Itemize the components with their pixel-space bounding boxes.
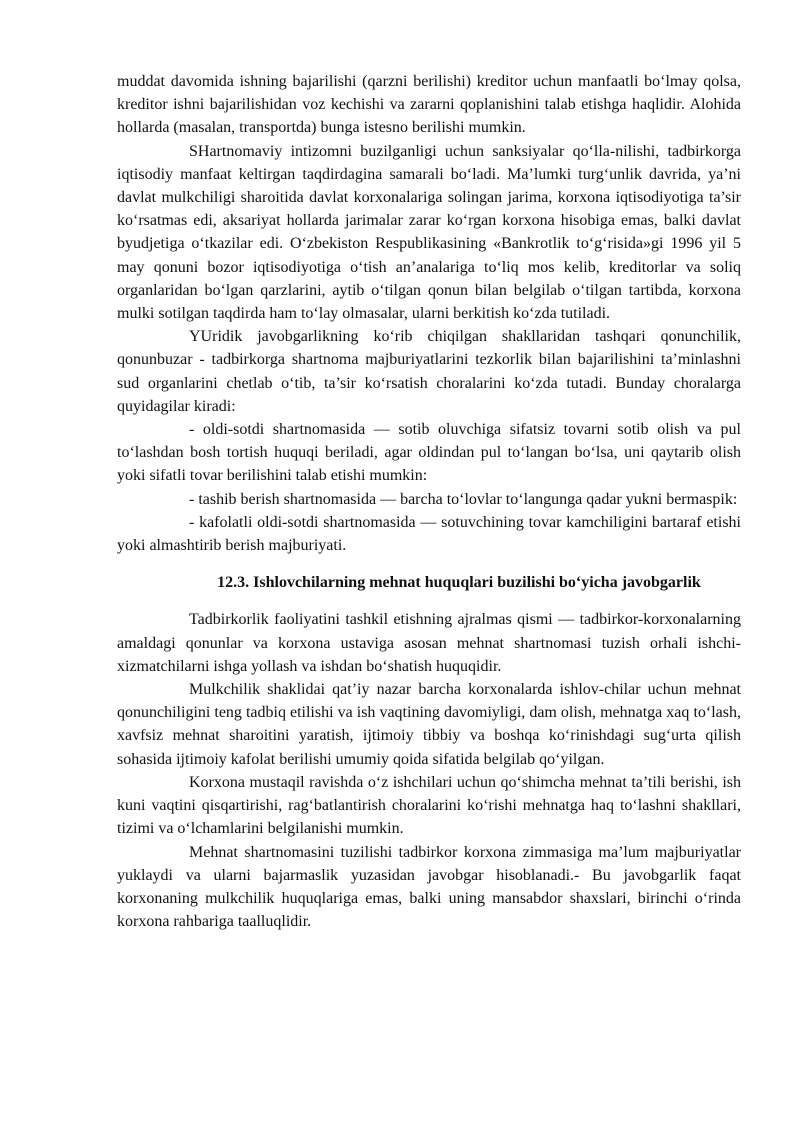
paragraph-labor-rights: Tadbirkorlik faoliyatini tashkil etishning ajralmas qismi — tadbirkor-korxonalarning amaldagi qonunlar va korxona ustaviga asosan mehnat shartnomasi tuzish orhali ishchi-xizmatchilarni ishga yollash va ishdan bo‘shatish huquqidir. bbox=[117, 611, 741, 675]
document-page bbox=[117, 70, 741, 933]
list-item: - kafolatli oldi-sotdi shartnomasida — sotuvchining tovar kamchiligini bartaraf etishi yoki almashtirib berish majburiyati. bbox=[117, 513, 741, 555]
section-heading: 12.3. Ishlovchilarning mehnat huquqlari buzilishi bo‘yicha javobgarlik bbox=[217, 574, 701, 592]
list-item: - oldi-sotdi shartnomasida — sotib oluvchiga sifatsiz tovarni sotib olish va pul to‘lashdan bosh tortish huquqi beriladi, agar oldindan pul to‘langan bo‘lsa, uni qaytarib olish yoki sifatli tovar berilishini talab etishi mumkin: bbox=[117, 421, 741, 485]
paragraph-liability: Mehnat shartnomasini tuzilishi tadbirkor korxona zimmasiga ma’lum majburiyatlar yuklaydi va ularni bajarmaslik yuzasidan javobgar hisoblanadi.- Bu javobgarlik faqat korxonaning mulkchilik huquqlariga emas, balki uning mansabdor shaxslari, birinchi o‘rinda korxona rahbariga taalluqlidir. bbox=[117, 843, 741, 931]
paragraph-continuation: muddat davomida ishning bajarilishi (qarzni berilishi) kreditor uchun manfaatli bo‘lmay qolsa, kreditor ishni bajarilishidan voz kechishi va zararni qoplanishini talab etishga haqlidir. Alohida hollarda (masalan, transportda) bunga istesno berilishi mumkin. bbox=[117, 73, 741, 137]
paragraph-sanctions: SHartnomaviy intizomni buzilganligi uchun sanksiyalar qo‘lla-nilishi, tadbirkorga iqtisodiy manfaat keltirgan taqdirdagina samarali bo‘ladi. Ma’lumki turg‘unlik davrida, ya’ni davlat mulkchiligi sharoitida davlat korxonalariga solingan jarima, korxona iqtisodiyotiga ta’sir ko‘rsatmas edi, aksariyat hollarda jarimalar zarar ko‘rgan korxona hisobiga emas, balki davlat byudjetiga o‘tkazilar edi. O‘zbekiston Respublikasining «Bankrotlik to‘g‘risida»gi 1996 yil 5 may qonuni bozor iqtisodiyotiga o‘tish an’analariga to‘liq mos kelib, kreditorlar va soliq organlaridan bo‘lgan qarzlarini, aytib o‘tilgan qonun bilan belgilab o‘tilgan tartibda, korxona mulki sotilgan taqdirda ham to‘lay olmasalar, ularni berkitish ko‘zda tutiladi. bbox=[117, 142, 741, 323]
paragraph-measures: YUridik javobgarlikning ko‘rib chiqilgan shakllaridan tashqari qonunchilik, qonunbuzar - tadbirkorga shartnoma majburiyatlarini tezkorlik bilan bajarilishini ta’minlashni sud organlarini chetlab o‘tib, ta’sir ko‘rsatish choralarini ko‘zda tutadi. Bunday choralarga quyidagilar kiradi: bbox=[117, 328, 741, 415]
list-item: - tashib berish shartnomasida — barcha to‘lovlar to‘langunga qadar yukni bermaspik: bbox=[189, 490, 738, 508]
paragraph-leave: Korxona mustaqil ravishda o‘z ishchilari uchun qo‘shimcha mehnat ta’tili berishi, ish kuni vaqtini qisqartirishi, rag‘batlantirish choralarini ko‘rishi mehnatga haq to‘lashni shakllari, tizimi va o‘lchamlarini belgilanishi mumkin. bbox=[117, 773, 741, 838]
paragraph-guarantees: Mulkchilik shaklidai qat’iy nazar barcha korxonalarda ishlov-chilar uchun mehnat qonunchiligini teng tadbiq etilishi va ish vaqtining davomiyligi, dam olish, mehnatga xaq to‘lash, xavfsiz mehnat sharoitini yaratish, ijtimoiy tibbiy va boshqa ko‘rinishdagi sug‘urta qilish sohasida ijtimoiy kafolat berilishi umumiy qoida sifatida belgilab qo‘yilgan. bbox=[117, 681, 741, 768]
